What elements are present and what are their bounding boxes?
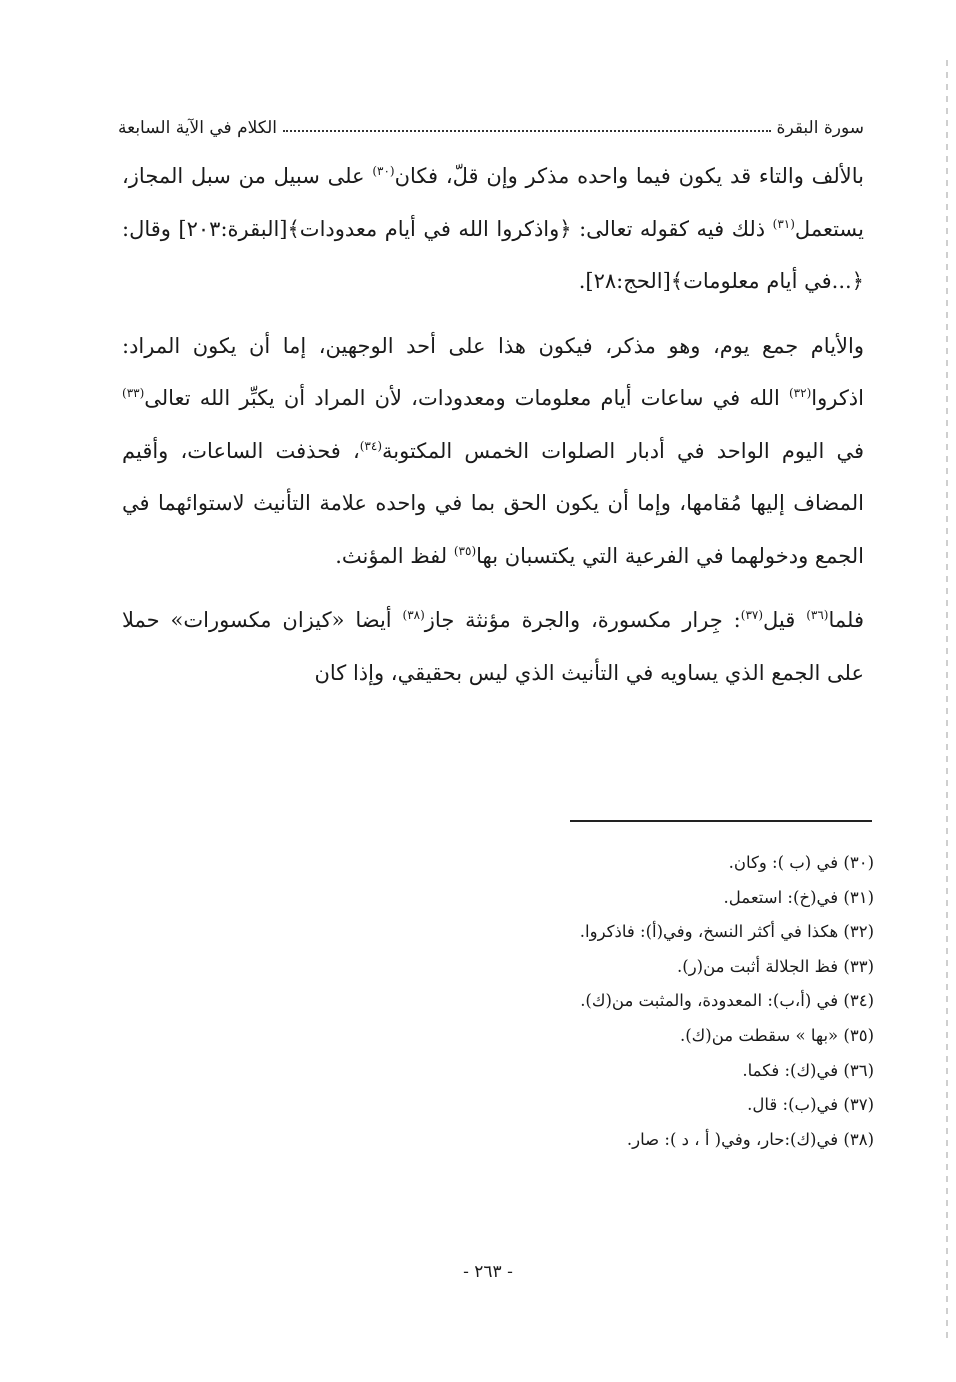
text-run: الله في ساعات أيام معلومات ومعدودات، لأن المراد أن يكبِّر الله تعالى <box>144 386 789 410</box>
text-run: على سبيل من سبل المجاز، يستعمل <box>122 164 865 241</box>
footnote-31: (٣١) في(خ): استعمل. <box>723 887 874 907</box>
footnote-38: (٣٨) في(ك):حار، وفي( أ ، د ): صار. <box>626 1129 874 1149</box>
text-run: قيل <box>763 608 807 632</box>
text-run: ، فحذفت الساعات، وأقيم المضاف إليها مُقامها، وإما أن يكون الحق بما في واحده علامة التأنيث لاستوائهما في الجمع ودخولهما في الفرعية التي يكتسبان بها <box>122 438 864 568</box>
footnote-ref: (٣٧) <box>740 608 764 622</box>
footnote-36: (٣٦) في(ك): فكما. <box>742 1060 874 1080</box>
header-surah: سورة البقرة <box>776 118 864 138</box>
text-run: بالألف والتاء قد يكون فيما واحده مذكر وإن قلّ، فكان <box>394 164 864 188</box>
text-run: لفظ المؤنث. <box>335 543 454 568</box>
paragraph <box>122 320 864 583</box>
footnote-ref: (٣٢) <box>788 386 812 400</box>
footnote-ref: (٣١) <box>772 216 795 231</box>
scan-edge <box>946 60 948 1340</box>
footnote-ref: (٣٣) <box>122 386 145 400</box>
page-number: - ٢٦٣ - <box>463 1262 513 1282</box>
text-run: في اليوم الواحد في أدبار الصلوات الخمس المكتوبة <box>382 438 864 463</box>
text-run: فلما <box>828 608 864 632</box>
footnote-ref: (٣٨) <box>402 608 425 622</box>
footnote-ref: (٣٦) <box>806 608 829 622</box>
header-section: الكلام في الآية السابعة <box>118 118 278 138</box>
header-dot-leader <box>283 130 771 132</box>
running-header <box>118 104 864 138</box>
text-run: والأيام جمع يوم، وهو مذكر، فيكون هذا على أحد الوجهين، إما أن يكون المراد: اذكروا <box>122 333 864 410</box>
main-text <box>122 150 864 711</box>
footnote-37: (٣٧) في(ب): قال. <box>747 1095 874 1115</box>
footnote-34: (٣٤) في (أ،ب): المعدودة، والمثبت من(ك). <box>580 991 874 1011</box>
footnote-separator <box>570 820 872 822</box>
text-run: أيضا «كيزان مكسورات» حملا على الجمع الذي يساويه في التأنيث الذي ليس بحقيقي، وإذا كان <box>122 608 864 685</box>
text-run: : جِرار مكسورة، والجرة مؤنثة جاز <box>424 608 741 632</box>
footnotes-list <box>380 846 874 1157</box>
footnote-30: (٣٠) في (ب ): وكان. <box>728 853 874 872</box>
footnote-35: (٣٥) «بها » سقطت من(ك). <box>679 1025 874 1045</box>
footnote-ref: (٣٥) <box>453 543 477 558</box>
footnote-ref: (٣٠) <box>372 164 395 178</box>
footnote-32: (٣٢) هكذا في أكثر النسخ، وفي(أ): فاذكروا. <box>579 922 874 942</box>
footnote-33: (٣٣) فظ الجلالة أثبت من(ر). <box>677 956 874 976</box>
text-run: ذلك فيه كقوله تعالى: ﴿واذكروا الله في أيام معدودات﴾[البقرة:٢٠٣] وقال: ﴿...في أيام معلومات﴾[الحج:٢٨]. <box>122 216 864 293</box>
paragraph <box>122 150 864 308</box>
paragraph <box>122 594 864 699</box>
footnote-ref: (٣٤) <box>359 438 382 453</box>
